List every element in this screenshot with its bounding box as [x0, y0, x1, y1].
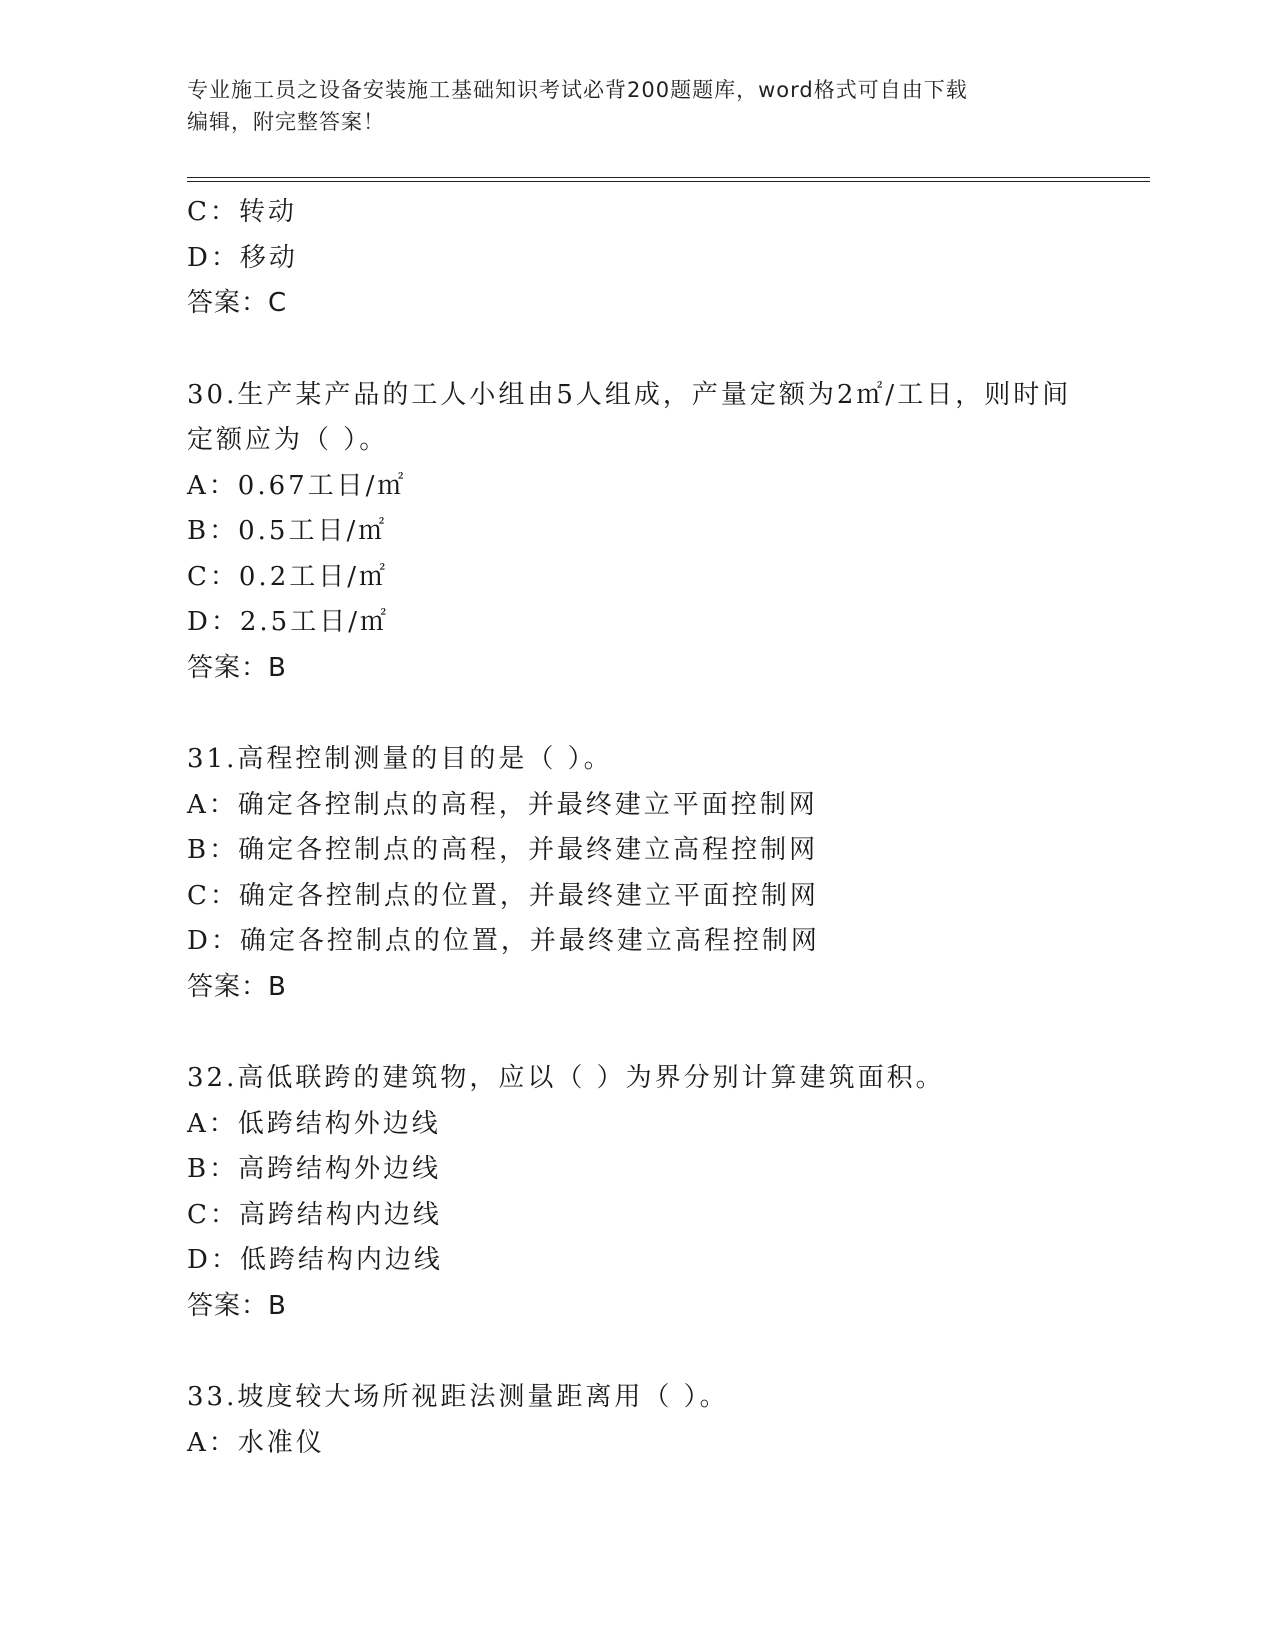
option-a: A：水准仪 — [187, 1427, 325, 1458]
option-d: D：确定各控制点的位置，并最终建立高程控制网 — [187, 926, 820, 956]
question-list — [187, 190, 1147, 1466]
option-a: A：确定各控制点的高程，并最终建立平面控制网 — [187, 789, 818, 820]
spacer — [187, 1010, 1147, 1056]
answer: 答案：C — [187, 288, 288, 318]
option-b: B：0.5工日/㎡ — [187, 516, 388, 546]
spacer — [187, 691, 1147, 737]
option-c: C：高跨结构内边线 — [187, 1199, 442, 1230]
answer: 答案：B — [187, 971, 287, 1002]
question-stem: 30.生产某产品的工人小组由5人组成，产量定额为2㎡/工日，则时间 — [187, 379, 1072, 410]
answer: 答案：B — [187, 652, 287, 683]
option-d: D：2.5工日/㎡ — [187, 607, 389, 637]
option-c: C：确定各控制点的位置，并最终建立平面控制网 — [187, 880, 819, 911]
question-stem: 31.高程控制测量的目的是（ ）。 — [187, 744, 613, 774]
option-c: C：转动 — [187, 197, 297, 227]
option-a: A：0.67工日/㎡ — [187, 470, 407, 501]
header-title-line-1: 专业施工员之设备安装施工基础知识考试必背200题题库，word格式可自由下载 — [187, 78, 968, 102]
header-double-rule — [187, 177, 1150, 182]
option-c: C：0.2工日/㎡ — [187, 561, 389, 592]
spacer — [187, 1329, 1147, 1375]
document-header — [187, 74, 1077, 138]
question-29 — [187, 190, 1147, 327]
spacer — [187, 327, 1147, 373]
option-b: B：高跨结构外边线 — [187, 1154, 442, 1184]
question-stem-continued: 定额应为（ ）。 — [187, 425, 389, 455]
question-31 — [187, 737, 1147, 1010]
question-stem: 32.高低联跨的建筑物，应以（ ）为界分别计算建筑面积。 — [187, 1063, 945, 1093]
option-a: A：低跨结构外边线 — [187, 1108, 441, 1139]
question-32 — [187, 1056, 1147, 1329]
answer: 答案：B — [187, 1290, 287, 1321]
question-stem: 33.坡度较大场所视距法测量距离用（ ）。 — [187, 1382, 729, 1412]
question-33 — [187, 1375, 1147, 1466]
option-d: D：移动 — [187, 242, 298, 273]
option-d: D：低跨结构内边线 — [187, 1245, 443, 1275]
question-30 — [187, 373, 1147, 692]
header-title-line-2: 编辑，附完整答案！ — [187, 110, 385, 134]
option-b: B：确定各控制点的高程，并最终建立高程控制网 — [187, 835, 819, 865]
